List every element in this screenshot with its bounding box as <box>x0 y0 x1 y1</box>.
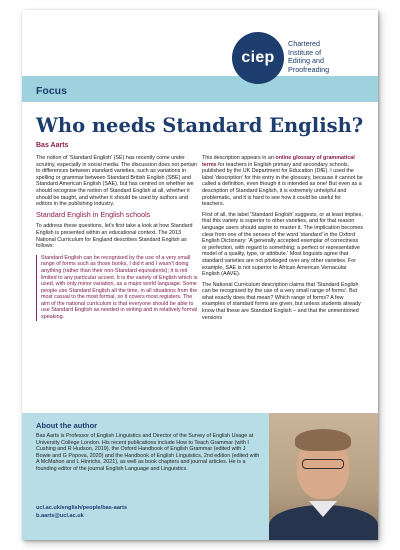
section-label: Focus <box>36 85 67 97</box>
about-links <box>36 504 261 520</box>
right-column <box>202 155 364 325</box>
article-title: Who needs Standard English? <box>36 114 364 137</box>
focus-band <box>22 76 378 102</box>
magazine-page <box>22 10 378 540</box>
body-paragraph: To address these questions, let's first take a look at how Standard English is presented within an educational context. The 2013 National Curriculum for England describes Standard English as follows: <box>36 223 193 250</box>
body-paragraph: The National Curriculum description claims that 'Standard English can be recognised by the use of a very small range of forms'. But what exactly does that mean? Which range of forms? A few examples of standard forms are given, but unless students already know that these are Standard English – and that the unmentioned versions <box>202 281 361 321</box>
paragraph-text: This description appears in an <box>202 155 276 161</box>
org-name-line: Chartered <box>288 39 320 48</box>
about-title: About the author <box>36 421 98 430</box>
org-name-line: Institute of <box>288 47 322 57</box>
logo-text: ciep <box>241 49 275 66</box>
org-name-line: Editing and <box>288 56 324 66</box>
about-text: Bas Aarts is Professor of English Linguistics and Director of the Survey of English Usage at University College London. His recent publications include How to Teach Grammar (with I Cushing and R Hudson, 2019), the Oxford Handbook of English Grammar (edited with J Bowie and G Popova, 2020) and the Handbook of English Linguistics, 2nd edition (edited with A McMahon and L Hinrichs, 2021), as well as book chapters and journal articles. He is a founding editor of the journal English Language and Linguistics. <box>36 433 260 472</box>
author-photo <box>269 413 378 540</box>
photo-hair <box>295 429 351 451</box>
email-link[interactable]: b.aarts@ucl.ac.uk <box>36 513 84 519</box>
article-author: Bas Aarts <box>36 142 69 149</box>
intro-paragraph: The notion of 'Standard English' (SE) has recently come under scrutiny, especially in social media. The discussion does not pertain to differences between standard varieties, such as variations in spelling or grammar between Standard British English (SBE) and Standard American English (SAE), but has centred on whether we should recognise the notion of Standard English at all, whether it should be taught, and whether it should be used by authors and editors in the publishing industry. <box>36 155 198 208</box>
paragraph-text: for teachers in English primary and secondary schools, published by the UK Department for Education (DfE). I used the label 'description' for this entry in the glossary, because it cannot be called a definition, even though it is intended as one! But even as a description of Standard English, it is extremely unhelpful and problematic, and it is hard to see how it could be useful for teachers. <box>202 161 363 208</box>
body-paragraph <box>202 155 364 208</box>
ciep-logo <box>232 32 284 84</box>
org-name <box>288 40 374 74</box>
org-name-line: Proofreading <box>288 64 330 74</box>
profile-link[interactable]: ucl.ac.uk/english/people/bas-aarts <box>36 505 128 511</box>
photo-glasses <box>302 459 344 469</box>
glossary-link[interactable]: online glossary of grammatical terms <box>202 155 355 168</box>
section-heading: Standard English in English schools <box>36 209 151 219</box>
about-author-box <box>22 413 378 540</box>
left-column <box>36 155 198 325</box>
body-paragraph: First of all, the label 'Standard English' suggests, or at least implies, that this variety is superior to other varieties, and for that reason language users should aspire to master it. The implication becomes clear from one of the senses of the word 'standard' in the Oxford English Dictionary: 'A generally accepted exemplar of correctness or perfection, with regard to something; a perfect or representative model of a quality, type, or attribute.' Most linguists agree that standard varieties are not privileged over any other varieties. For example, SAE is not superior to African American Vernacular English (AAVE). <box>202 211 364 278</box>
curriculum-quote: Standard English can be recognised by the use of a very small range of forms such as those books, I did it and I wasn't doing anything (rather than their non-Standard equivalents); it is not limited to any particular accent. It is the variety of English which is used, with only minor variation, as a major world language. Some people use Standard English all the time, in all situations from the most casual to the most formal, so it covers most registers. The aim of the national curriculum is that everyone should be able to use Standard English as needed in writing and in relatively formal speaking. <box>36 255 198 321</box>
